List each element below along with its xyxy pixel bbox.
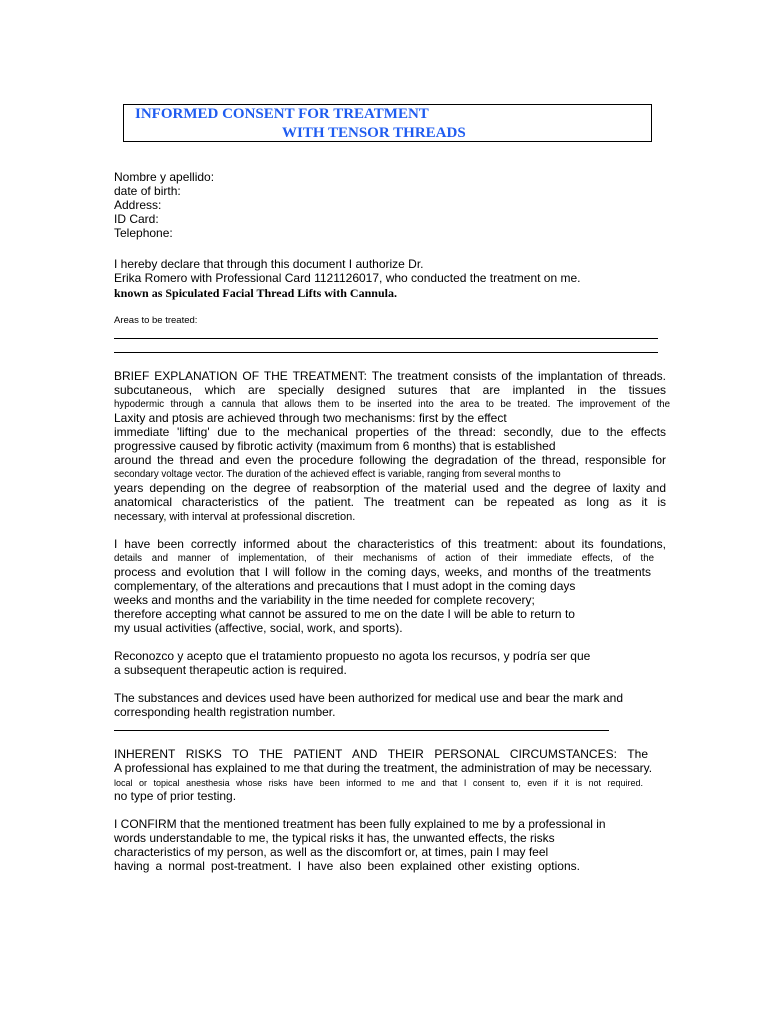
brief-line: around the thread and even the procedure following the degradation of the thread, responsible for xyxy=(114,453,666,467)
substances-line: corresponding health registration number. xyxy=(114,705,336,719)
title-box xyxy=(123,104,652,142)
risks-line: no type of prior testing. xyxy=(114,789,237,803)
informed-line: I have been correctly informed about the characteristics of this treatment: about its foundations, xyxy=(114,537,666,551)
field-name-label: Nombre y apellido: xyxy=(114,170,215,184)
brief-line: subcutaneous, which are specially designed sutures that are implanted in the tissues xyxy=(114,383,666,397)
title-line-2: WITH TENSOR THREADS xyxy=(282,125,466,141)
brief-line: years depending on the degree of reabsorption of the material used and the degree of laxity and xyxy=(114,481,666,495)
informed-line: my usual activities (affective, social, work, and sports). xyxy=(114,621,403,635)
declaration-treatment-name: known as Spiculated Facial Thread Lifts with Cannula. xyxy=(114,286,397,300)
brief-line: immediate 'lifting' due to the mechanical properties of the thread: secondly, due to the effects xyxy=(114,425,666,439)
brief-line: necessary, with interval at professional discretion. xyxy=(114,511,356,523)
brief-line: Laxity and ptosis are achieved through two mechanisms: first by the effect xyxy=(114,411,507,425)
brief-line: secondary voltage vector. The duration of the achieved effect is variable, ranging from several months to xyxy=(114,469,561,480)
areas-label: Areas to be treated: xyxy=(114,315,198,326)
substances-line: The substances and devices used have been authorized for medical use and bear the mark and xyxy=(114,691,623,705)
field-telephone-label: Telephone: xyxy=(114,226,173,240)
confirm-line: having a normal post-treatment. I have also been explained other existing options. xyxy=(114,859,580,873)
risks-line: A professional has explained to me that during the treatment, the administration of may be necessary. xyxy=(114,761,653,775)
blank-line xyxy=(114,730,609,731)
informed-line: details and manner of implementation, of their mechanisms of action of their immediate effects, of the xyxy=(114,553,654,564)
brief-line: BRIEF EXPLANATION OF THE TREATMENT: The treatment consists of the implantation of threads. xyxy=(114,369,666,383)
brief-line: hypodermic through a cannula that allows them to be inserted into the area to be treated. The improvement of the xyxy=(114,399,670,410)
confirm-line: characteristics of my person, as well as the discomfort or, at times, pain I may feel xyxy=(114,845,549,859)
informed-line: weeks and months and the variability in the time needed for complete recovery; xyxy=(114,593,535,607)
informed-line: process and evolution that I will follow in the coming days, weeks, and months of the treatments xyxy=(114,565,651,579)
informed-line: therefore accepting what cannot be assured to me on the date I will be able to return to xyxy=(114,607,575,621)
blank-line xyxy=(114,338,658,339)
reconozco-line: Reconozco y acepto que el tratamiento propuesto no agota los recursos, y podría ser que xyxy=(114,649,591,663)
field-dob-label: date of birth: xyxy=(114,184,181,198)
field-address-label: Address: xyxy=(114,198,162,212)
field-id-card-label: ID Card: xyxy=(114,212,159,226)
informed-line: complementary, of the alterations and precautions that I must adopt in the coming days xyxy=(114,579,576,593)
blank-line xyxy=(114,352,658,353)
risks-line: INHERENT RISKS TO THE PATIENT AND THEIR PERSONAL CIRCUMSTANCES: The xyxy=(114,747,648,761)
risks-line: local or topical anesthesia whose risks have been informed to me and that I consent to, even if it is not required. xyxy=(114,778,643,788)
confirm-line: words understandable to me, the typical risks it has, the unwanted effects, the risks xyxy=(114,831,555,845)
confirm-line: I CONFIRM that the mentioned treatment has been fully explained to me by a professional in xyxy=(114,817,606,831)
brief-line: anatomical characteristics of the patient. The treatment can be repeated as long as it is xyxy=(114,495,666,509)
brief-line: progressive caused by fibrotic activity (maximum from 6 months) that is established xyxy=(114,439,556,453)
declaration-line: Erika Romero with Professional Card 1121126017, who conducted the treatment on me. xyxy=(114,271,581,285)
title-line-1: INFORMED CONSENT FOR TREATMENT xyxy=(135,106,429,122)
declaration-line: I hereby declare that through this document I authorize Dr. xyxy=(114,257,424,271)
reconozco-line: a subsequent therapeutic action is required. xyxy=(114,663,347,677)
